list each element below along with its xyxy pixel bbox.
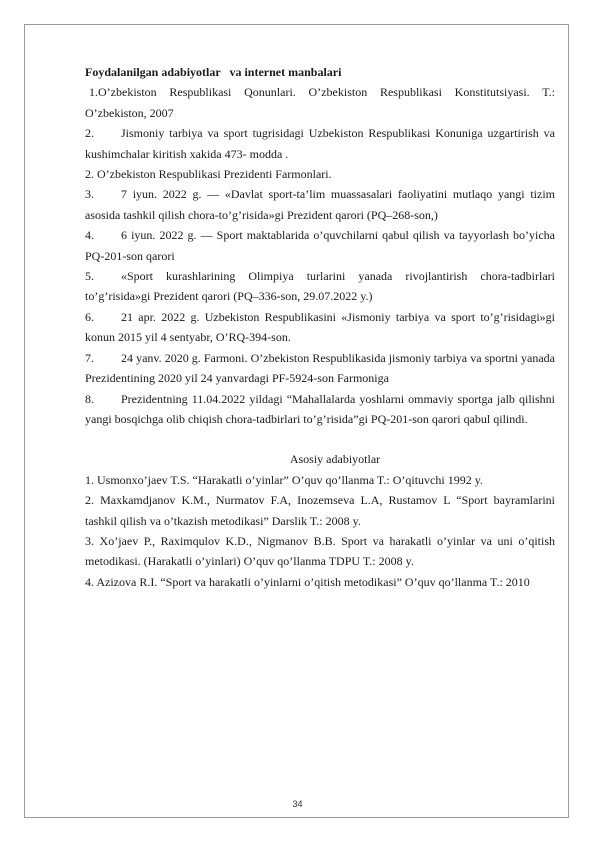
reference-number: 4. [85,228,94,243]
reference-item [85,184,555,225]
reference-number: 8. [85,391,94,406]
reference-number: 2. [85,126,94,141]
main-reference-item: 3. Xo’jaev P., Raximqulov K.D., Nigmanov B.B. Sport va harakatli o’yinlar va uni o’qitish metodikasi. (Harakatli o’yinlari) O’quv qo’llanma TDPU T.: 2008 y. [85,533,555,569]
main-reference-item: 4. Azizova R.I. “Sport va harakatli o’yinlarni o’qitish metodikasi” O’quv qo’llanma T.: 2010 [85,574,530,589]
main-reference-item: 2. Maxkamdjanov K.M., Nurmatov F.A, Inozemseva L.A, Rustamov L “Sport bayramlarini tashkil qilish va o’tkazish metodikasi” Darslik T.: 2008 y. [85,493,555,528]
reference-item [85,225,555,266]
reference-text: Prezidentning 11.04.2022 yildagi “Mahallalarda yoshlarni ommaviy sportga jalb qilishni yangi bosqichga olib chiqish chora-tadbirlari to’g’risida”gi PQ-201-son qarori qabul qilindi. [85,391,555,426]
reference-text: 6 iyun. 2022 g. — Sport maktablarida o’quvchilarni qabul qilish va tayyorlash bo’yicha PQ-201-son qarori [85,228,555,263]
reference-text: Jismoniy tarbiya va sport tugrisidagi Uzbekiston Respublikasi Konuniga uzgartirish va kushimchalar kiritish xakida 473- modda . [85,126,555,161]
reference-number: 3. [85,187,94,202]
reference-number: 7. [85,350,94,365]
reference-item [85,164,555,184]
reference-text: 24 yanv. 2020 g. Farmoni. O’zbekiston Respublikasida jismoniy tarbiya va sportni yanada Prezidentining 2020 yil 24 yanvardagi PF-5924-son Farmoniga [85,350,555,386]
reference-number: 5. [85,269,94,284]
reference-item [85,389,555,430]
reference-text: «Sport kurashlarining Olimpiya turlarini yanada rivojlantirish chora-tadbirlari to’g’risida»gi Prezident qarori (PQ–336-son, 29.07.2022 y.) [85,269,555,304]
reference-text: 1.O’zbekiston Respublikasi Qonunlari. O’zbekiston Respublikasi Konstitutsiyasi. T.: O’zbekiston, 2007 [85,85,555,120]
reference-item [85,307,555,348]
reference-text: 7 iyun. 2022 g. — «Davlat sport-ta’lim muassasalari faoliyatini mutlaqo yangi tizim asosida tashkil qilish chora-to’g’risida»gi Prezident qarori (PQ–268-son,) [85,187,555,222]
reference-item [85,123,555,164]
reference-text: 21 apr. 2022 g. Uzbekiston Respublikasini «Jismoniy tarbiya va sport to’g’risidagi»gi konun 2015 yil 4 sentyabr, O’RQ-394-son. [85,309,555,345]
reference-number: 6. [85,309,94,324]
main-literature-title: Asosiy adabiyotlar [289,452,381,467]
reference-item [85,82,555,123]
reference-item [85,348,555,389]
references-heading: Foydalanilgan adabiyotlar va internet manbalari [85,65,342,79]
reference-text: 2. O’zbekiston Respublikasi Prezidenti Farmonlari. [85,167,332,182]
page-number: 34 [292,799,303,809]
reference-item [85,266,555,307]
main-reference-item: 1. Usmonxo’jaev T.S. “Harakatli o’yinlar” O’quv qo’llanma T.: O’qituvchi 1992 y. [85,472,483,487]
page-content [85,62,555,592]
